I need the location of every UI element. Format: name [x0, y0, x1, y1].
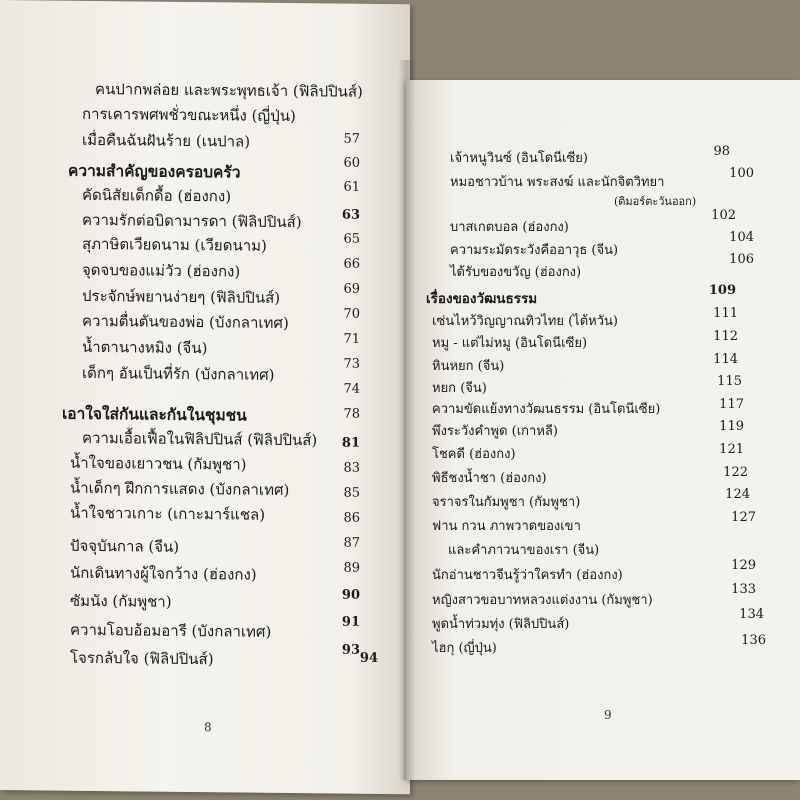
toc-entry-title: น้ำเด็กๆ ฝึกการแสดง (บังกลาเทศ) [70, 478, 290, 500]
toc-entry-title: หมอชาวบ้าน พระสงฆ์ และนักจิตวิทยา [450, 175, 665, 190]
toc-entry-title: ปัจจุบันกาล (จีน) [70, 536, 180, 556]
toc-entry-page: 66 [343, 256, 360, 272]
toc-entry-title: การเคารพศพชั่วขณะหนึ่ง (ญี่ปุ่น) [82, 104, 296, 126]
toc-entry-page: 78 [343, 406, 360, 422]
toc-entry-page: 127 [731, 510, 756, 525]
toc-entry-page: 69 [343, 281, 360, 297]
toc-entry-page: 124 [725, 487, 750, 502]
toc-entry-page: 83 [343, 460, 360, 476]
toc-entry-page: 57 [343, 131, 360, 147]
toc-entry-title: ฟาน กวน ภาพวาดของเขา [432, 519, 581, 534]
toc-entry-title: บาสเกตบอล (ฮ่องกง) [450, 220, 569, 235]
toc-entry-title: น้ำตานางหมิง (จีน) [82, 337, 208, 358]
toc-entry-title: ประจักษ์พยานง่ายๆ (ฟิลิปปินส์) [82, 286, 281, 307]
right-book-page [406, 80, 800, 780]
toc-entry-title: หญิงสาวขอบาทหลวงแต่งงาน (กัมพูชา) [432, 593, 653, 608]
toc-entry-title: ได้รับของขวัญ (ฮ่องกง) [450, 265, 582, 280]
toc-entry-title: น้ำใจชาวเกาะ (เกาะมาร์แชล) [70, 503, 266, 524]
toc-entry-title: ความระมัดระวังคืออาวุธ (จีน) [450, 243, 619, 258]
toc-entry-page: 60 [343, 155, 360, 171]
toc-entry-page: 74 [343, 381, 360, 397]
toc-entry-title: ไฮกุ (ญี่ปุ่น) [432, 641, 497, 656]
page-number: 8 [204, 720, 212, 735]
toc-entry-page: 111 [713, 306, 738, 321]
toc-entry-page: 90 [341, 587, 360, 603]
toc-entry-title: พึงระวังคำพูด (เกาหลี) [432, 424, 558, 439]
toc-entry-page: 133 [731, 582, 756, 597]
toc-entry-title: นักอ่านชาวจีนรู้ว่าใครทำ (ฮ่องกง) [432, 568, 623, 583]
toc-entry-page: 134 [739, 607, 764, 622]
page-number: 9 [604, 708, 612, 722]
toc-entry-title: คัดนิสัยเด็กดื้อ (ฮ่องกง) [82, 185, 232, 206]
toc-entry-title: เด็กๆ อันเป็นที่รัก (บังกลาเทศ) [82, 363, 275, 384]
book-spine-shadow [398, 60, 416, 780]
toc-entry-title: ความขัดแย้งทางวัฒนธรรม (อินโดนีเซีย) [432, 402, 661, 417]
toc-entry-title: โจรกลับใจ (ฟิลิปปินส์) [70, 648, 214, 669]
toc-entry-page: 91 [341, 614, 360, 630]
toc-entry-title: หยก (จีน) [432, 381, 487, 396]
toc-entry-page: 73 [343, 356, 360, 372]
toc-entry-page: 65 [343, 231, 360, 247]
toc-entry-page: 85 [343, 485, 360, 501]
toc-entry-page: 121 [719, 442, 744, 457]
toc-entry-page: 115 [717, 374, 742, 389]
toc-entry-page: 136 [741, 633, 766, 648]
toc-entry-title: จุดจบของแม่วัว (ฮ่องกง) [82, 260, 241, 281]
toc-entry-page: 71 [343, 331, 360, 347]
toc-entry-page: 114 [713, 352, 738, 367]
toc-entry-title: โชคดี (ฮ่องกง) [432, 447, 516, 462]
toc-entry-page: 109 [708, 283, 736, 298]
toc-entry-page: 61 [343, 179, 360, 195]
toc-entry-title: พิธีชงน้ำชา (ฮ่องกง) [432, 471, 547, 486]
toc-entry-title: ความรักต่อบิดามารดา (ฟิลิปปินส์) [82, 210, 302, 232]
toc-entry-title: หินหยก (จีน) [432, 359, 505, 374]
toc-section-heading: เรื่องของวัฒนธรรม [426, 291, 538, 307]
toc-entry-title: ซัมนัง (กัมพูชา) [70, 591, 172, 611]
toc-entry-page: 106 [729, 252, 754, 267]
toc-section-heading: เอาใจใส่กันและกันในชุมชน [62, 403, 247, 425]
toc-entry-page: 81 [341, 435, 360, 451]
toc-entry-page: 119 [719, 419, 744, 434]
toc-entry-title: หมู - แต่ไม่หมู (อินโดนีเซีย) [432, 336, 588, 351]
toc-entry-title: และคำภาวนาของเรา (จีน) [448, 543, 600, 558]
toc-entry-page: 63 [341, 207, 360, 223]
toc-entry-page: 117 [719, 397, 744, 412]
toc-entry-page: 122 [723, 465, 748, 480]
toc-entry-page: 112 [713, 329, 738, 344]
toc-entry-title: พูดน้ำท่วมทุ่ง (ฟิลิปปินส์) [432, 617, 570, 632]
toc-entry-page: 94 [359, 650, 378, 666]
toc-entry-page: 87 [343, 535, 360, 551]
toc-entry-title: เจ้าหนูวินซ์ (อินโดนีเซีย) [450, 151, 588, 166]
toc-entry-title: คนปากพล่อย และพระพุทธเจ้า (ฟิลิปปินส์) [95, 79, 363, 101]
toc-entry-title: นักเดินทางผู้ใจกว้าง (ฮ่องกง) [70, 563, 257, 584]
toc-entry-page: 129 [731, 558, 756, 573]
toc-entry-title: ความเอื้อเฟื้อในฟิลิปปินส์ (ฟิลิปปินส์) [82, 428, 318, 450]
toc-entry-title: (ติมอร์ตะวันออก) [614, 195, 697, 208]
toc-entry-page: 86 [343, 510, 360, 526]
toc-entry-page: 104 [729, 230, 754, 245]
toc-entry-page: 98 [713, 144, 730, 159]
toc-entry-title: น้ำใจของเยาวชน (กัมพูชา) [70, 453, 247, 474]
toc-entry-title: สุภาษิตเวียดนาม (เวียดนาม) [82, 234, 267, 255]
toc-entry-title: เซ่นไหว้วิญญาณทิวไทย (ไต้หวัน) [432, 314, 618, 329]
toc-entry-page: 102 [711, 208, 736, 223]
toc-entry-title: ความตื่นตันของพ่อ (บังกลาเทศ) [82, 311, 289, 333]
toc-entry-title: ความโอบอ้อมอารี (บังกลาเทศ) [70, 620, 272, 641]
toc-section-heading: ความสำคัญของครอบครัว [68, 160, 241, 182]
toc-entry-title: จราจรในกัมพูชา (กัมพูชา) [432, 495, 581, 510]
toc-entry-page: 100 [729, 166, 754, 181]
toc-entry-page: 93 [341, 642, 360, 658]
toc-entry-page: 89 [343, 560, 360, 576]
toc-entry-page: 70 [343, 306, 360, 322]
toc-entry-title: เมื่อคืนฉันฝันร้าย (เนปาล) [82, 130, 251, 151]
